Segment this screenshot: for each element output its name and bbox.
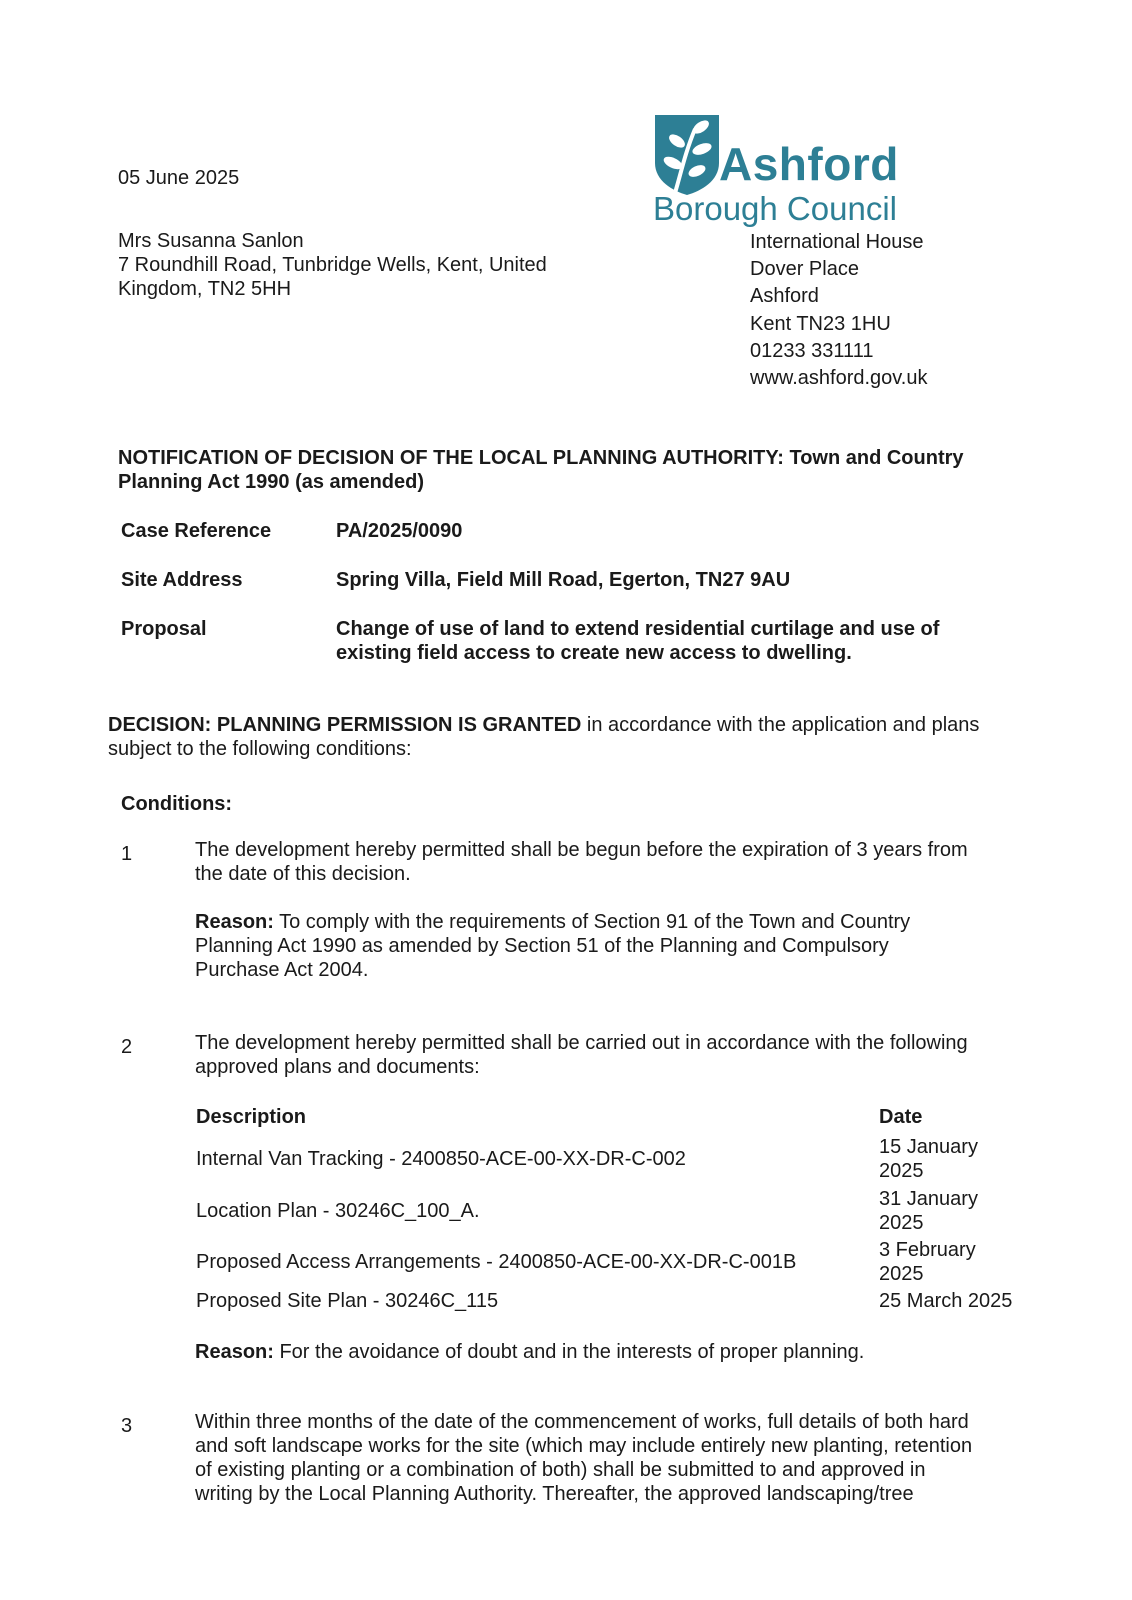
condition-2-reason (195, 1340, 1045, 1364)
leaf-shield-icon (655, 115, 719, 195)
condition-3-text (195, 1410, 1045, 1506)
address-line: Kent TN23 1HU (750, 312, 891, 335)
conditions-heading: Conditions: (121, 793, 233, 815)
plan-date-line: 31 January (879, 1188, 978, 1210)
site-address-value: Spring Villa, Field Mill Road, Egerton, TN27 9AU (336, 569, 791, 591)
condition-line: Within three months of the date of the commencement of works, full details of both hard (195, 1411, 969, 1433)
address-line: Ashford (750, 285, 819, 308)
condition-1-text (195, 838, 1045, 886)
plan-date (879, 1187, 1039, 1235)
address-line: International House (750, 231, 924, 253)
plan-description: Location Plan - 30246C_100_A. (196, 1200, 480, 1222)
heading-line: NOTIFICATION OF DECISION OF THE LOCAL PLANNING AUTHORITY: Town and Country (118, 447, 964, 469)
condition-1-reason (195, 910, 1045, 982)
logo-title: Ashford (719, 138, 899, 190)
condition-line: the date of this decision. (195, 863, 411, 885)
council-logo (655, 115, 905, 227)
recipient-line: Mrs Susanna Sanlon (118, 230, 304, 252)
letter-date: 05 June 2025 (118, 167, 240, 189)
plans-column-date: Date (879, 1106, 923, 1128)
council-address (750, 229, 928, 392)
decision-heading: DECISION: PLANNING PERMISSION IS GRANTED (108, 714, 582, 736)
plan-date-line: 15 January (879, 1136, 978, 1158)
condition-line: writing by the Local Planning Authority. Thereafter, the approved landscaping/tree (195, 1483, 914, 1505)
reason-text: To comply with the requirements of Section 91 of the Town and Country (273, 911, 911, 933)
reason-text: For the avoidance of doubt and in the interests of proper planning. (273, 1341, 865, 1363)
condition-2-text (195, 1031, 1045, 1079)
recipient-address (118, 229, 547, 301)
decision-statement (108, 713, 979, 761)
condition-line: and soft landscape works for the site (which may include entirely new planting, retention (195, 1435, 973, 1457)
decision-text-line2: subject to the following conditions: (108, 738, 412, 760)
proposal-line: Change of use of land to extend residential curtilage and use of (336, 618, 940, 640)
reason-label: Reason: (195, 911, 274, 933)
plan-date (879, 1238, 1039, 1286)
recipient-line: Kingdom, TN2 5HH (118, 278, 292, 300)
condition-line: The development hereby permitted shall be begun before the expiration of 3 years from (195, 839, 968, 861)
address-line: 01233 331111 (750, 339, 874, 362)
condition-number: 2 (121, 1036, 133, 1058)
case-reference-value: PA/2025/0090 (336, 520, 463, 542)
plans-column-description: Description (196, 1106, 307, 1128)
website-link[interactable]: www.ashford.gov.uk (750, 367, 928, 390)
condition-line: approved plans and documents: (195, 1056, 480, 1078)
case-reference-label: Case Reference (121, 520, 272, 542)
plan-date-line: 2025 (879, 1160, 924, 1182)
proposal-value (336, 617, 1036, 665)
plan-date-line: 2025 (879, 1212, 924, 1234)
heading-line: Planning Act 1990 (as amended) (118, 471, 425, 493)
notification-heading (118, 446, 964, 494)
plan-description: Internal Van Tracking - 2400850-ACE-00-XX-DR-C-002 (196, 1148, 686, 1170)
site-address-label: Site Address (121, 569, 243, 591)
condition-line: The development hereby permitted shall be carried out in accordance with the following (195, 1032, 968, 1054)
decision-text: in accordance with the application and plans (581, 714, 980, 736)
address-line: Dover Place (750, 258, 859, 281)
plan-date (879, 1135, 1039, 1183)
condition-number: 3 (121, 1415, 133, 1437)
condition-number: 1 (121, 843, 133, 865)
proposal-line: existing field access to create new access to dwelling. (336, 642, 852, 664)
reason-label: Reason: (195, 1341, 274, 1363)
reason-text: Purchase Act 2004. (195, 959, 369, 981)
plan-date-line: 2025 (879, 1263, 924, 1285)
reason-text: Planning Act 1990 as amended by Section 51 of the Planning and Compulsory (195, 935, 889, 957)
plan-date: 25 March 2025 (879, 1290, 1013, 1312)
plan-date-line: 3 February (879, 1239, 976, 1261)
plan-description: Proposed Site Plan - 30246C_115 (196, 1290, 499, 1312)
recipient-line: 7 Roundhill Road, Tunbridge Wells, Kent, United (118, 254, 547, 276)
proposal-label: Proposal (121, 618, 207, 640)
condition-line: of existing planting or a combination of both) shall be submitted to and approved in (195, 1459, 926, 1481)
logo-subtitle: Borough Council (653, 190, 897, 227)
plan-description: Proposed Access Arrangements - 2400850-ACE-00-XX-DR-C-001B (196, 1251, 797, 1273)
